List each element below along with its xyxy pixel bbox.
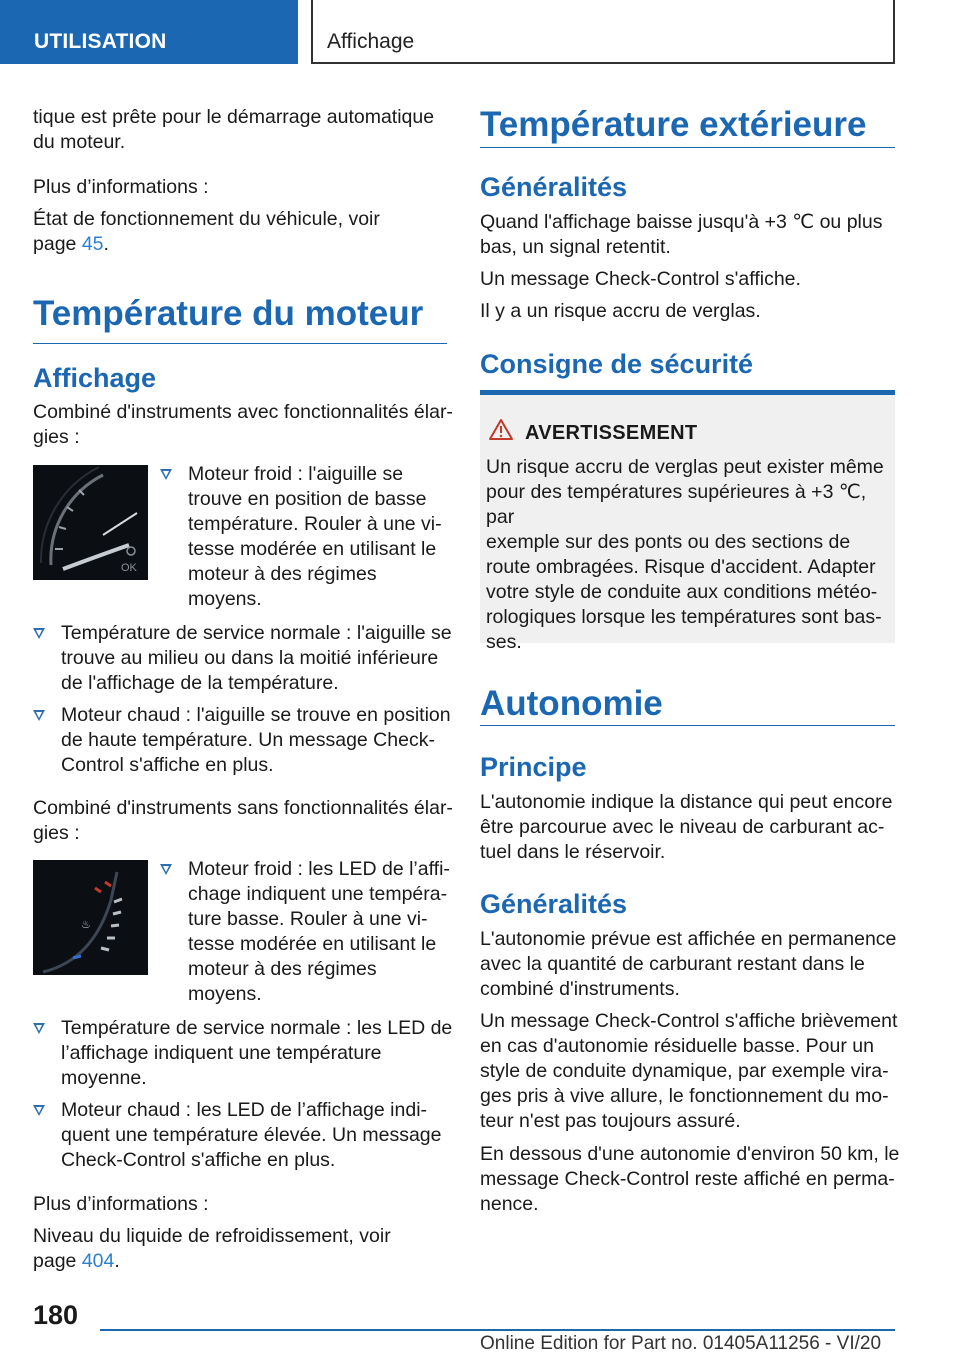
general2-line: en cas d'autonomie résiduelle basse. Pour un xyxy=(480,1035,874,1057)
reference-text-2: Niveau du liquide de refroidissement, voir xyxy=(33,1225,391,1247)
general2-line: L'autonomie prévue est affichée en permanence xyxy=(480,928,897,950)
triangle-bullet-icon xyxy=(160,469,172,480)
subheading-principe: Principe xyxy=(480,752,587,782)
section-heading-outside-temp: Température extérieure xyxy=(480,103,895,148)
list-item xyxy=(33,1098,453,1173)
general-line-2: bas, un signal retentit. xyxy=(480,236,671,258)
bullet-line: quent une température élevée. Un message xyxy=(61,1124,442,1146)
list-item xyxy=(33,703,453,778)
general2-paragraph-1 xyxy=(480,927,896,1002)
paragraph-basic-line-1: Combiné d'instruments sans fonctionnalités élar- xyxy=(33,797,453,819)
footer-divider xyxy=(100,1329,895,1331)
bullet-line: tesse modérée en utilisant le xyxy=(188,538,437,560)
subheading-generalites: Généralités xyxy=(480,172,628,202)
bullet-line: Moteur froid : les LED de l’affi- xyxy=(188,858,450,880)
warning-line: Un risque accru de verglas peut exister même xyxy=(486,456,884,478)
gauge-ok-label: OK xyxy=(121,562,137,574)
bullet-line: ture basse. Rouler à une vi- xyxy=(188,908,428,930)
led-gauge-illustration xyxy=(33,860,148,975)
triangle-bullet-icon xyxy=(33,628,45,639)
page-link[interactable]: 45 xyxy=(81,233,104,255)
svg-text:♨: ♨ xyxy=(81,918,91,931)
intro-line-1: tique est prête pour le démarrage automatique xyxy=(33,106,435,128)
bullet-line: Check-Control s'affiche en plus. xyxy=(61,1149,336,1171)
list-item xyxy=(33,621,453,696)
reference-page-line-2 xyxy=(33,1249,120,1274)
general-para-2: Un message Check-Control s'affiche. xyxy=(480,268,801,290)
bullet-text xyxy=(61,1016,453,1091)
bullet-line: moteur à des régimes xyxy=(188,563,377,585)
period: . xyxy=(103,233,109,255)
bullet-text xyxy=(188,462,450,612)
period: . xyxy=(114,1250,120,1272)
principe-line: tuel dans le réservoir. xyxy=(480,841,666,863)
general2-paragraph-2 xyxy=(480,1009,897,1134)
paragraph-extended-line-2: gies : xyxy=(33,426,80,448)
section-heading-autonomie: Autonomie xyxy=(480,682,895,726)
led-gauge-image xyxy=(33,860,148,975)
general2-paragraph-3 xyxy=(480,1142,899,1217)
bullet-line: chage indiquent une tempéra- xyxy=(188,883,448,905)
general2-line: nence. xyxy=(480,1193,539,1215)
needle-gauge-illustration xyxy=(33,465,148,580)
bullet-text xyxy=(61,703,453,778)
footer-edition: Online Edition for Part no. 01405A11256 - VI/20 xyxy=(480,1333,882,1354)
bullet-line: moteur à des régimes xyxy=(188,958,377,980)
page-number: 180 xyxy=(33,1300,79,1330)
general2-line: combiné d'instruments. xyxy=(480,978,680,1000)
needle-gauge-image xyxy=(33,465,148,580)
warning-text xyxy=(486,455,895,655)
triangle-bullet-icon xyxy=(160,864,172,875)
general2-line: ges pris à vive allure, le fonctionnement du mo- xyxy=(480,1085,889,1107)
bullet-line: Température de service normale : les LED de xyxy=(61,1017,453,1039)
triangle-bullet-icon xyxy=(33,1105,45,1116)
warning-line: pour des températures supérieures à +3 ℃, par xyxy=(486,481,867,528)
list-item xyxy=(33,1016,453,1091)
reference-text: État de fonctionnement du véhicule, voir xyxy=(33,208,380,230)
warning-line: votre style de conduite aux conditions météo- xyxy=(486,581,878,603)
bullet-text xyxy=(61,1098,453,1173)
intro-line-2: du moteur. xyxy=(33,131,126,153)
bullet-line: de haute température. Un message Check- xyxy=(61,729,435,751)
warning-box xyxy=(480,390,895,653)
bullet-line: moyens. xyxy=(188,983,262,1005)
paragraph-basic-line-2: gies : xyxy=(33,822,80,844)
triangle-bullet-icon xyxy=(33,1023,45,1034)
bullet-line: trouve au milieu ou dans la moitié inférieure xyxy=(61,647,439,669)
general-para-3: Il y a un risque accru de verglas. xyxy=(480,300,761,322)
bullet-line: Moteur chaud : l'aiguille se trouve en position xyxy=(61,704,451,726)
header-section-tab: UTILISATION xyxy=(0,0,298,64)
subheading-generalites-2: Généralités xyxy=(480,889,628,919)
warning-line: exemple sur des ponts ou des sections de xyxy=(486,531,851,553)
section-heading-engine-temp: Température du moteur xyxy=(33,292,447,344)
reference-page-line xyxy=(33,232,109,257)
bullet-line: Température de service normale : l'aiguille se xyxy=(61,622,452,644)
principe-paragraph xyxy=(480,790,892,865)
header-topic-box: Affichage xyxy=(311,0,895,64)
bullet-line: Moteur chaud : les LED de l’affichage indi- xyxy=(61,1099,428,1121)
general2-line: avec la quantité de carburant restant dans le xyxy=(480,953,865,975)
general2-line: teur n'est pas toujours assuré. xyxy=(480,1110,741,1132)
paragraph-extended-line-1: Combiné d'instruments avec fonctionnalités élar- xyxy=(33,401,453,423)
principe-line: L'autonomie indique la distance qui peut encore xyxy=(480,791,893,813)
bullet-line: moyenne. xyxy=(61,1067,147,1089)
more-info-label: Plus d’informations : xyxy=(33,176,209,198)
general-line-1: Quand l'affichage baisse jusqu'à +3 ℃ ou plus xyxy=(480,211,883,233)
bullet-text xyxy=(61,621,453,696)
more-info-label-2: Plus d’informations : xyxy=(33,1193,209,1215)
list-item xyxy=(160,462,450,612)
bullet-line: trouve en position de basse xyxy=(188,488,427,510)
page-prefix: page xyxy=(33,233,82,255)
principe-line: être parcourue avec le niveau de carburant ac- xyxy=(480,816,885,838)
warning-title: AVERTISSEMENT xyxy=(525,422,698,444)
list-item xyxy=(160,857,450,1007)
triangle-bullet-icon xyxy=(33,710,45,721)
warning-line: route ombragées. Risque d'accident. Adapter xyxy=(486,556,876,578)
warning-triangle-icon xyxy=(488,418,514,446)
bullet-line: Control s'affiche en plus. xyxy=(61,754,274,776)
page-prefix: page xyxy=(33,1250,82,1272)
bullet-line: Moteur froid : l'aiguille se xyxy=(188,463,404,485)
general2-line: En dessous d'une autonomie d'environ 50 km, le xyxy=(480,1143,900,1165)
bullet-line: température. Rouler à une vi- xyxy=(188,513,442,535)
bullet-text xyxy=(188,857,450,1007)
bullet-line: tesse modérée en utilisant le xyxy=(188,933,437,955)
general2-line: Un message Check-Control s'affiche brièvement xyxy=(480,1010,898,1032)
warning-line: rologiques lorsque les températures sont bas- xyxy=(486,606,882,628)
bullet-line: moyens. xyxy=(188,588,262,610)
subheading-safety: Consigne de sécurité xyxy=(480,349,754,379)
general2-line: style de conduite dynamique, par exemple vira- xyxy=(480,1060,889,1082)
page-link[interactable]: 404 xyxy=(81,1250,115,1272)
bullet-line: l’affichage indiquent une température xyxy=(61,1042,382,1064)
bullet-line: de l'affichage de la température. xyxy=(61,672,339,694)
general2-line: message Check-Control reste affiché en perma- xyxy=(480,1168,895,1190)
warning-line: ses. xyxy=(486,631,522,653)
subheading-affichage: Affichage xyxy=(33,363,157,393)
